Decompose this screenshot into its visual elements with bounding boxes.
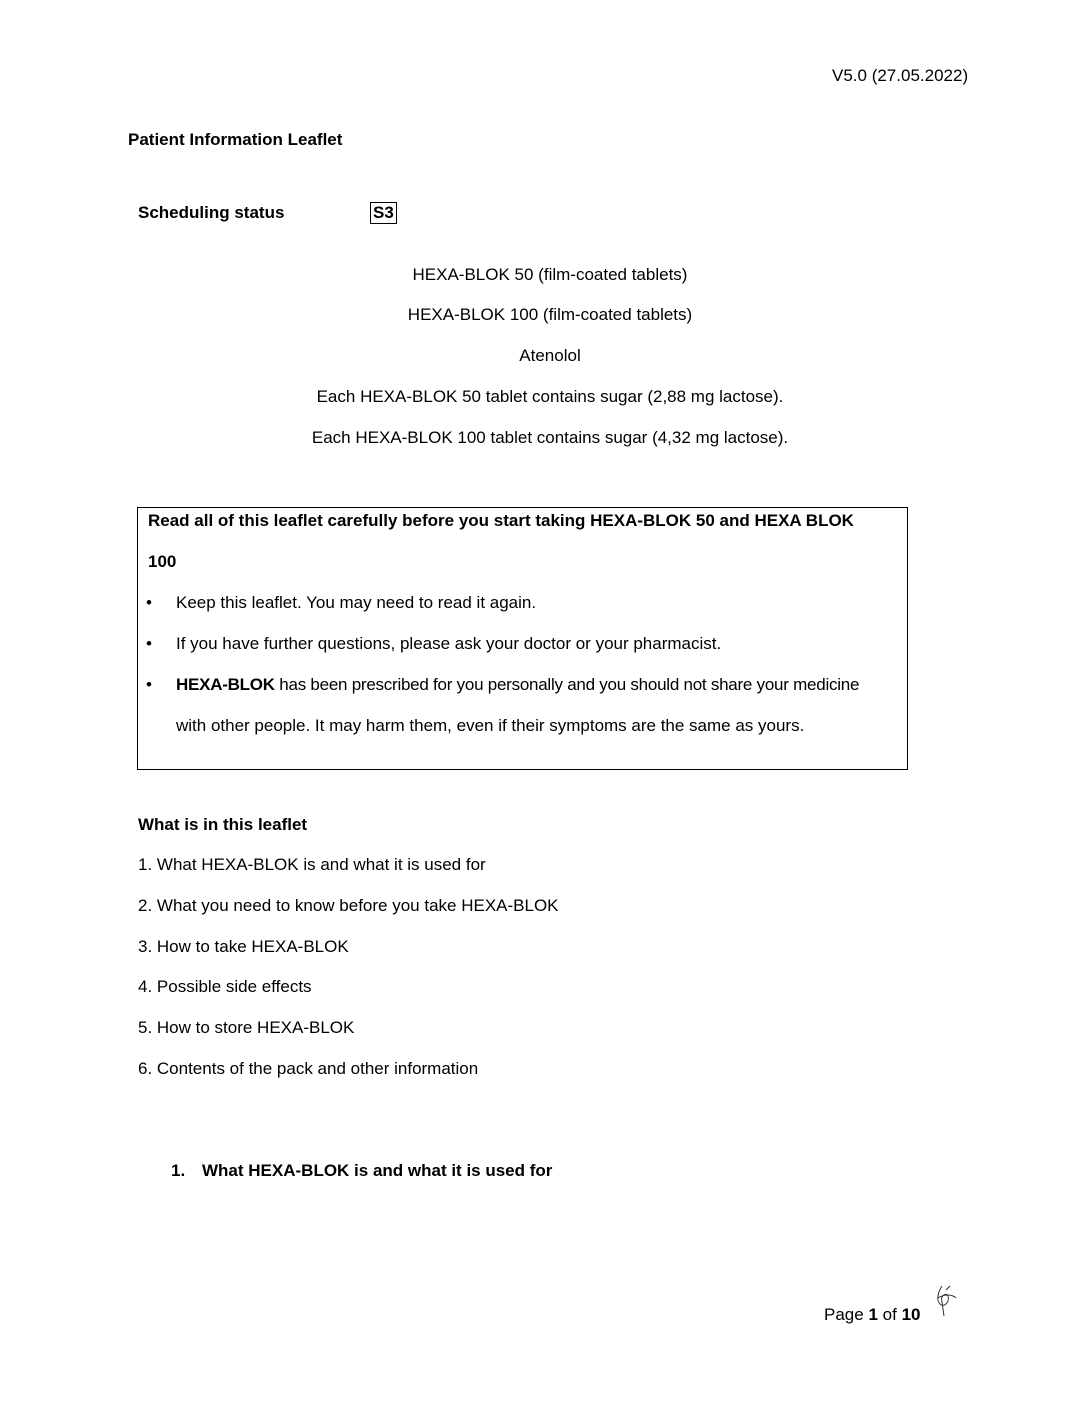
bullet-text: has been prescribed for you personally and you should not share your medicine: [274, 675, 860, 694]
product-name: HEXA-BLOK: [176, 675, 275, 694]
notice-bullet: Keep this leaflet. You may need to read it again.: [176, 593, 537, 612]
notice-bullet: [176, 675, 859, 695]
bullet-icon: •: [146, 634, 152, 653]
contents-item: 1. What HEXA-BLOK is and what it is used for: [138, 855, 486, 874]
total-pages: 10: [901, 1305, 921, 1324]
notice-heading: Read all of this leaflet carefully before you start taking HEXA-BLOK 50 and HEXA BLOK: [148, 511, 854, 530]
notice-bullet: If you have further questions, please ask your doctor or your pharmacist.: [176, 634, 722, 653]
contents-item: 4. Possible side effects: [138, 977, 312, 996]
page-number: [824, 1305, 920, 1325]
contents-heading: What is in this leaflet: [138, 815, 308, 834]
current-page: 1: [868, 1305, 878, 1324]
contents-item: 2. What you need to know before you take HEXA-BLOK: [138, 896, 559, 915]
contents-item: 5. How to store HEXA-BLOK: [138, 1018, 355, 1037]
contents-item: 6. Contents of the pack and other information: [138, 1059, 479, 1078]
product-line: HEXA-BLOK 50 (film-coated tablets): [412, 265, 688, 284]
scheduling-status-badge: S3: [370, 202, 397, 224]
product-line: Atenolol: [519, 346, 581, 365]
document-title: Patient Information Leaflet: [128, 130, 343, 149]
contents-item: 3. How to take HEXA-BLOK: [138, 937, 349, 956]
page-word: Page: [824, 1305, 864, 1324]
notice-heading-cont: 100: [148, 552, 177, 571]
notice-bullet-cont: with other people. It may harm them, even if their symptoms are the same as yours.: [176, 716, 805, 735]
bullet-icon: •: [146, 675, 152, 694]
signature-initials-icon: [930, 1282, 960, 1322]
section-title: What HEXA-BLOK is and what it is used for: [202, 1161, 553, 1180]
version-label: V5.0 (27.05.2022): [832, 66, 969, 85]
section-number: 1.: [171, 1161, 186, 1180]
product-line: Each HEXA-BLOK 100 tablet contains sugar (4,32 mg lactose).: [311, 428, 789, 447]
of-word: of: [882, 1305, 897, 1324]
product-line: Each HEXA-BLOK 50 tablet contains sugar (2,88 mg lactose).: [316, 387, 784, 406]
product-line: HEXA-BLOK 100 (film-coated tablets): [407, 305, 693, 324]
scheduling-label: Scheduling status: [138, 203, 285, 222]
bullet-icon: •: [146, 593, 152, 612]
